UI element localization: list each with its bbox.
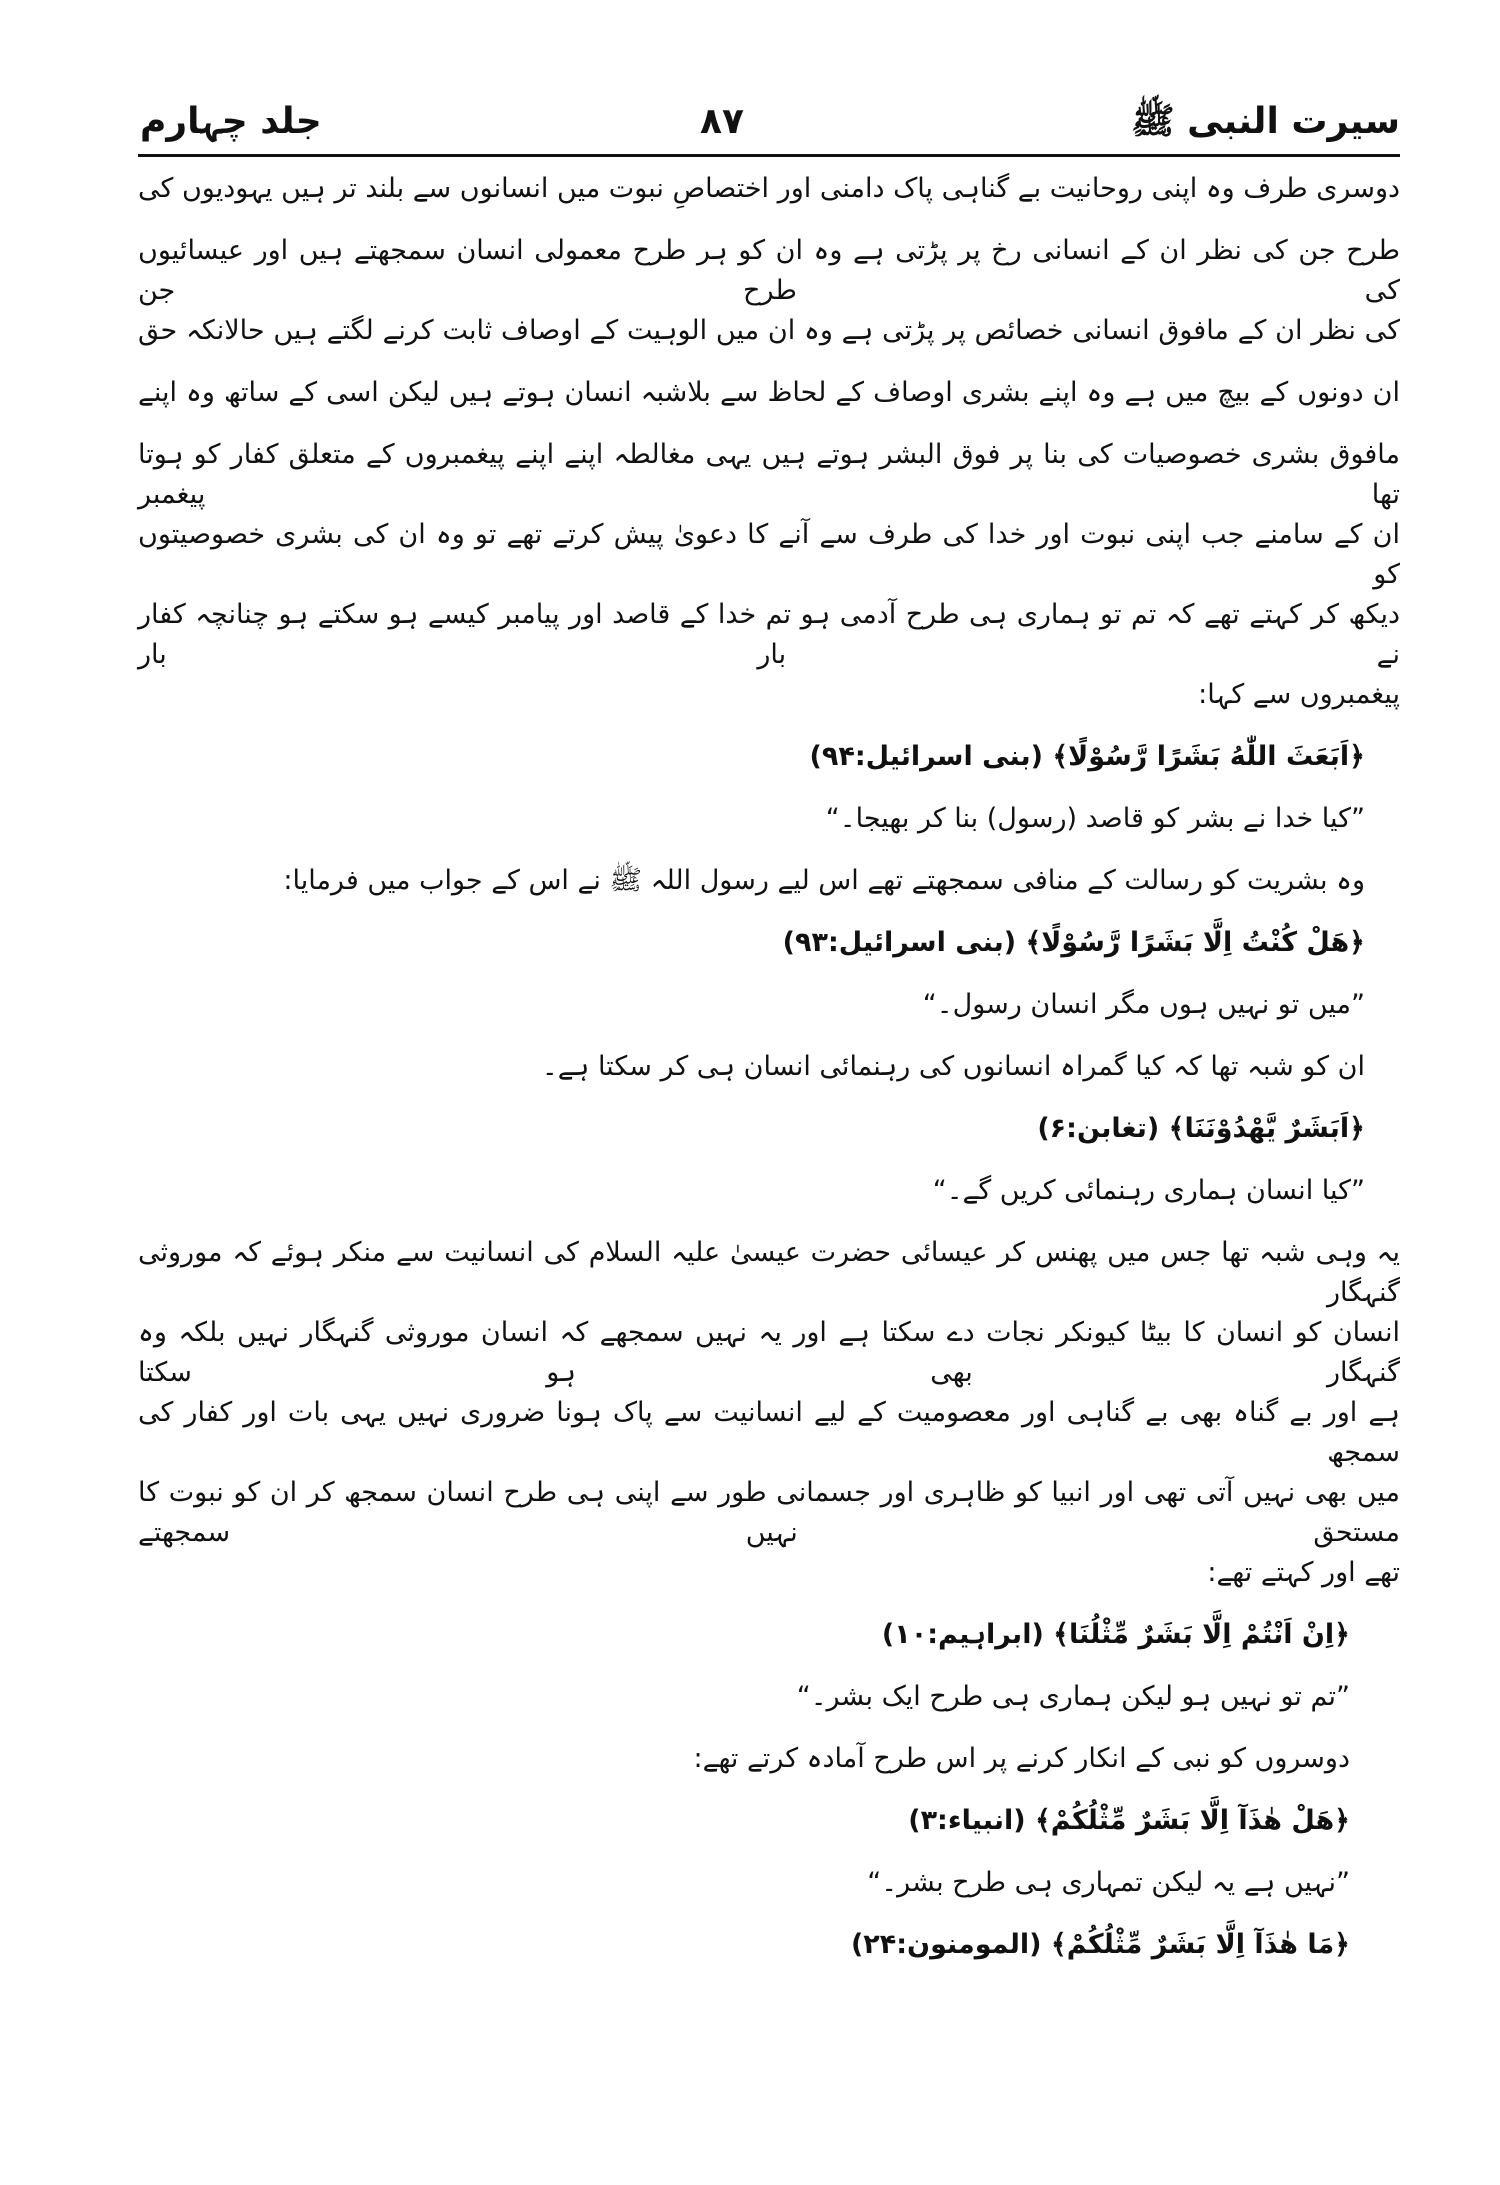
text-line: کی نظر ان کے مافوق انسانی خصائص پر پڑتی ہے وہ ان میں الوہیت کے اوصاف ثابت کرنے لگتے ہیں حالانکہ حق — [138, 315, 1400, 346]
page-number: ۸۷ — [700, 101, 744, 142]
text-line: انسان کو انسان کا بیٹا کیونکر نجات دے سکتا ہے اور یہ نہیں سمجھے کہ انسان موروثی گنہگار نہیں بلکہ وہ گنہگار بھی ہو سکتا — [138, 1317, 1400, 1388]
verse-translation: ”نہیں ہے یہ لیکن تمہاری ہی طرح بشر۔“ — [867, 1867, 1350, 1898]
text-line: یہ وہی شبہ تھا جس میں پھنس کر عیسائی حضرت عیسیٰ علیہ السلام کی انسانیت سے منکر ہوئے کہ موروثی گنہگار — [138, 1237, 1400, 1308]
quran-verse: ﴿اَبَشَرٌ يَّهْدُوْنَنَا﴾ (تغابن:۶) — [1037, 1113, 1365, 1144]
verse-translation: ”میں تو نہیں ہوں مگر انسان رسول۔“ — [922, 989, 1365, 1020]
quran-verse: ﴿اِنْ اَنْتُمْ اِلَّا بَشَرٌ مِّثْلُنَا﴾ (ابراہیم:۱۰) — [881, 1619, 1350, 1650]
text-line: پیغمبروں سے کہا: — [1198, 679, 1400, 710]
text-line: وہ بشریت کو رسالت کے منافی سمجھتے تھے اس لیے رسول اللہ ﷺ نے اس کے جواب میں فرمایا: — [283, 865, 1365, 896]
text-line: دوسری طرف وہ اپنی روحانیت بے گناہی پاک دامنی اور اختصاصِ نبوت میں انسانوں سے بلند تر ہیں یہودیوں کی — [138, 173, 1400, 204]
text-line: دیکھ کر کہتے تھے کہ تم تو ہماری ہی طرح آدمی ہو تم خدا کے قاصد اور پیامبر کیسے ہو سکتے ہو چنانچہ کفار نے بار بار — [138, 599, 1400, 670]
text-line: تھے اور کہتے تھے: — [1207, 1557, 1400, 1588]
quran-verse: ﴿مَا هٰذَآ اِلَّا بَشَرٌ مِّثْلُكُمْ﴾ (المومنون:۲۴) — [850, 1929, 1350, 1960]
page-body — [138, 169, 1400, 1987]
quran-verse: ﴿هَلْ كُنْتُ اِلَّا بَشَرًا رَّسُوْلًا﴾ (بنی اسرائیل:۹۳) — [782, 927, 1365, 958]
text-line: میں بھی نہیں آتی تھی اور انبیا کو ظاہری اور جسمانی طور سے اپنی ہی طرح انسان سمجھ کر ان کو نبوت کا مستحق نہیں سمجھتے — [138, 1477, 1400, 1548]
book-title: سیرت النبی ﷺ — [1131, 101, 1400, 142]
text-line: دوسروں کو نبی کے انکار کرنے پر اس طرح آمادہ کرتے تھے: — [693, 1743, 1350, 1774]
text-line: ان کو شبہ تھا کہ کیا گمراہ انسانوں کی رہنمائی انسان ہی کر سکتا ہے۔ — [541, 1051, 1365, 1082]
verse-translation: ”کیا خدا نے بشر کو قاصد (رسول) بنا کر بھیجا۔“ — [825, 803, 1365, 834]
page-header — [138, 0, 1400, 157]
verse-translation: ”تم تو نہیں ہو لیکن ہماری ہی طرح ایک بشر۔“ — [796, 1681, 1350, 1712]
quran-verse: ﴿هَلْ هٰذَآ اِلَّا بَشَرٌ مِّثْلُكُمْ﴾ (انبیاء:۳) — [908, 1805, 1350, 1836]
volume-label: جلد چہارم — [140, 101, 322, 142]
text-line: ان دونوں کے بیچ میں ہے وہ اپنے بشری اوصاف کے لحاظ سے بلاشبہ انسان ہوتے ہیں لیکن اسی کے ساتھ وہ اپنے — [138, 377, 1400, 408]
text-line: ہے اور بے گناہ بھی بے گناہی اور معصومیت کے لیے انسانیت سے پاک ہونا ضروری نہیں یہی بات اور کفار کی سمجھ — [138, 1397, 1400, 1468]
text-line: مافوق بشری خصوصیات کی بنا پر فوق البشر ہوتے ہیں یہی مغالطہ اپنے اپنے پیغمبروں کے متعلق کفار کو ہوتا تھا پیغمبر — [138, 439, 1400, 510]
quran-verse: ﴿اَبَعَثَ اللّٰهُ بَشَرًا رَّسُوْلًا﴾ (بنی اسرائیل:۹۴) — [809, 741, 1365, 772]
text-line: ان کے سامنے جب اپنی نبوت اور خدا کی طرف سے آنے کا دعویٰ پیش کرتے تھے تو وہ ان کی بشری خصوصیتوں کو — [138, 519, 1400, 590]
verse-translation: ”کیا انسان ہماری رہنمائی کریں گے۔“ — [932, 1175, 1365, 1206]
text-line: طرح جن کی نظر ان کے انسانی رخ پر پڑتی ہے وہ ان کو ہر طرح معمولی انسان سمجھتے ہیں اور عیسائیوں کی طرح جن — [138, 235, 1400, 306]
